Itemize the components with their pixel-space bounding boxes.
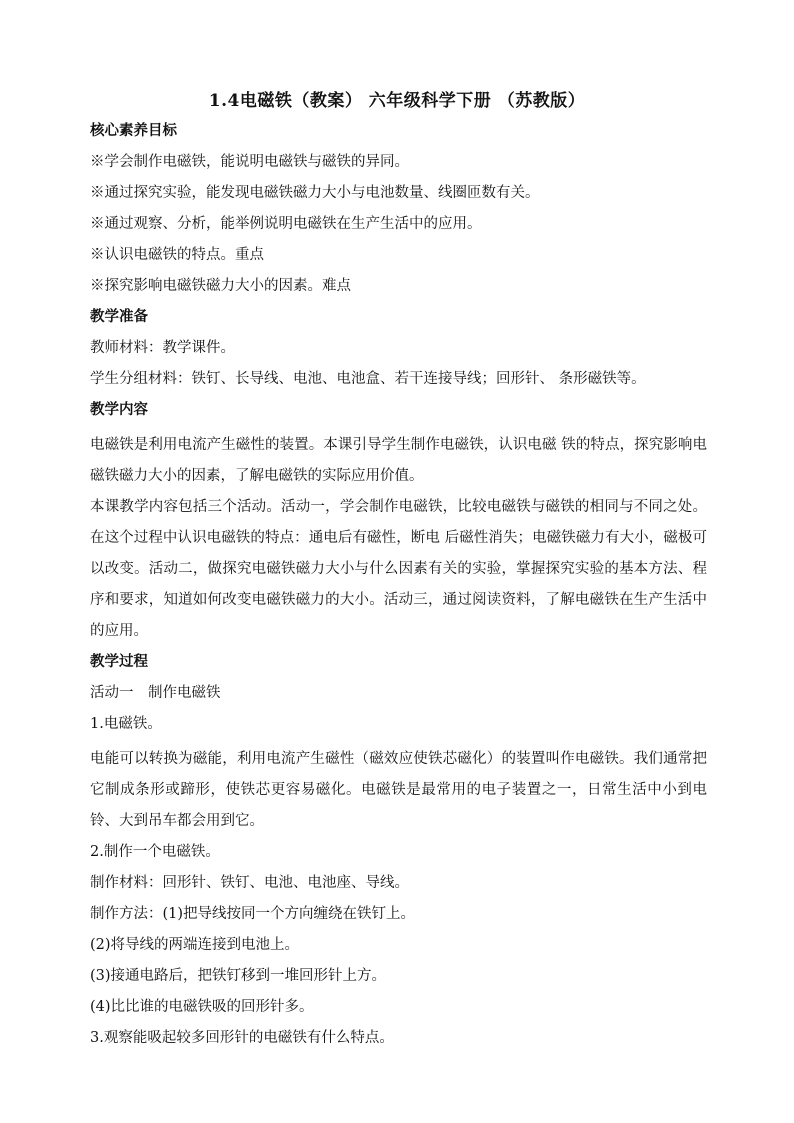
goal-item: ※认识电磁铁的特点。重点 — [90, 247, 264, 263]
method-line: (3)接通电路后，把铁钉移到一堆回形针上方。 — [90, 968, 387, 984]
method-line: (4)比比谁的电磁铁吸的回形针多。 — [90, 999, 314, 1015]
materials-line: 制作材料：回形针、铁钉、电池、电池座、导线。 — [90, 875, 409, 891]
content-paragraph: 电磁铁是利用电流产生磁性的装置。本课引导学生制作电磁铁，认识电磁 铁的特点，探究影响电磁铁磁力大小的因素，了解电磁铁的实际应用价值。 — [90, 437, 707, 484]
step-heading: 3.观察能吸起较多回形针的电磁铁有什么特点。 — [90, 1030, 394, 1046]
step-paragraph: 电能可以转换为磁能，利用电流产生磁性（磁效应使铁芯磁化）的装置叫作电磁铁。我们通常把它制成条形或蹄形，使铁芯更容易磁化。电磁铁是最常用的电子装置之一，日常生活中小到电铃、大到吊车都会用到它。 — [90, 751, 707, 829]
method-line: (2)将导线的两端连接到电池上。 — [90, 937, 300, 953]
prep-item: 学生分组材料：铁钉、长导线、电池、电池盒、若干连接导线；回形针、 条形磁铁等。 — [90, 371, 646, 387]
goal-item: ※通过探究实验，能发现电磁铁磁力大小与电池数量、线圈匝数有关。 — [90, 185, 540, 201]
page-title: 1.4电磁铁（教案） 六年级科学下册 （苏教版） — [208, 91, 586, 111]
goal-item: ※学会制作电磁铁，能说明电磁铁与磁铁的异同。 — [90, 154, 409, 170]
section-heading-content: 教学内容 — [90, 401, 148, 418]
document-body — [90, 120, 707, 1058]
content-paragraph: 本课教学内容包括三个活动。活动一，学会制作电磁铁，比较电磁铁与磁铁的相同与不同之处。在这个过程中认识电磁铁的特点：通电后有磁性，断电 后磁性消失；电磁铁磁力有大小，磁极可以改变。活动二，做探究电磁铁磁力大小与什么因素有关的实验，掌握探究实验的基本方法、程序和要求，知道如何改变电磁铁磁力的大小。活动三，通过阅读资料，了解电磁铁在生产生活中的应用。 — [90, 499, 707, 639]
section-heading-process: 教学过程 — [90, 653, 148, 670]
goal-item: ※探究影响电磁铁磁力大小的因素。难点 — [90, 278, 351, 294]
step-heading: 1.电磁铁。 — [90, 716, 162, 732]
section-heading-prep: 教学准备 — [90, 308, 148, 325]
method-line: 制作方法：(1)把导线按同一个方向缠绕在铁钉上。 — [90, 906, 416, 922]
section-heading-goals: 核心素养目标 — [90, 122, 177, 139]
step-heading: 2.制作一个电磁铁。 — [90, 844, 220, 860]
activity-heading: 活动一 制作电磁铁 — [90, 685, 221, 701]
goal-item: ※通过观察、分析，能举例说明电磁铁在生产生活中的应用。 — [90, 216, 482, 232]
prep-item: 教师材料：教学课件。 — [90, 340, 235, 356]
